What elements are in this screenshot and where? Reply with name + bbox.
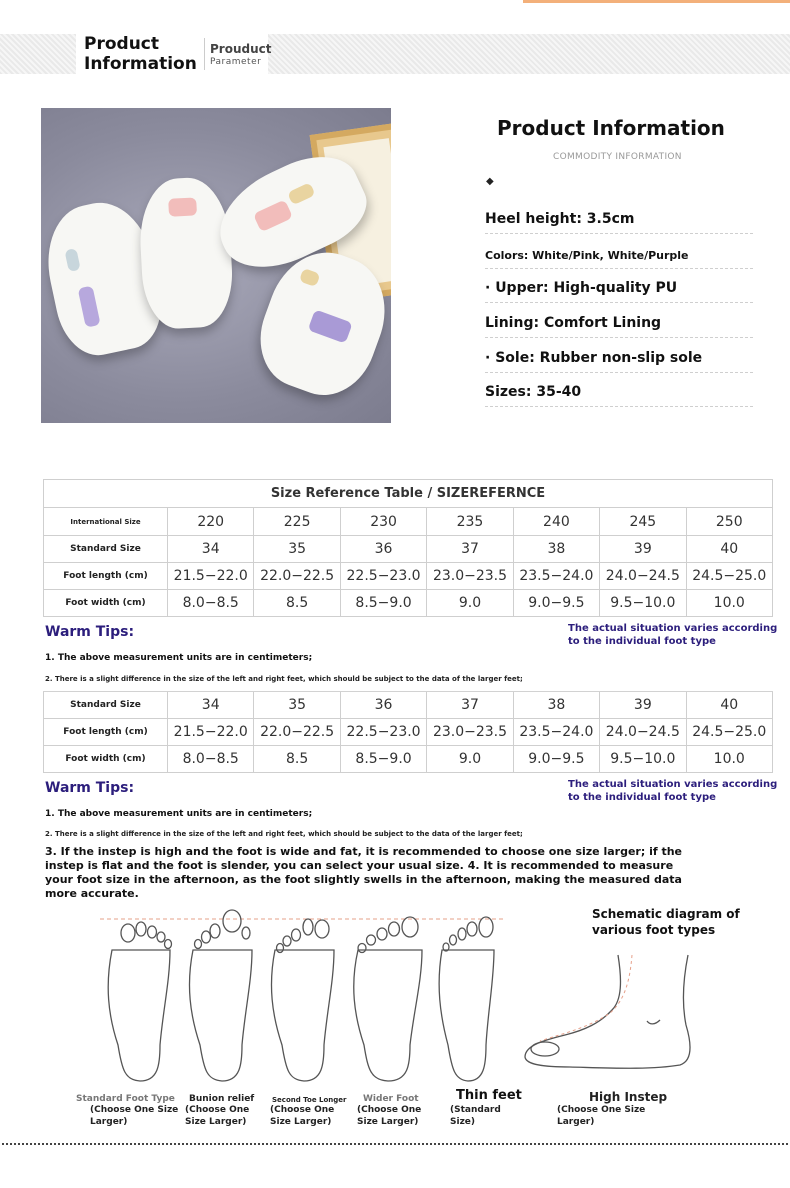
info-subtitle: COMMODITY INFORMATION (553, 152, 682, 162)
table-cell: 225 (254, 508, 340, 536)
foot-diagrams (0, 905, 790, 1095)
table-fade (40, 684, 775, 692)
table-cell: 9.5−10.0 (600, 746, 686, 773)
table-cell: 230 (340, 508, 426, 536)
foot-advice-wider: (Choose One Size Larger) (357, 1105, 422, 1127)
table-cell: 220 (168, 508, 254, 536)
foot-bunion-icon (189, 910, 252, 1081)
table-cell: 22.0−22.5 (254, 719, 340, 746)
foot-high-instep-icon (525, 955, 690, 1068)
table-cell: 39 (600, 536, 686, 563)
row-label: Foot width (cm) (44, 746, 168, 773)
table-cell: 9.0−9.5 (513, 590, 599, 617)
row-label: Foot length (cm) (44, 563, 168, 590)
banner-subtitle: Prouduct (210, 42, 272, 56)
table-cell: 36 (340, 692, 426, 719)
table-row (44, 536, 773, 563)
foot-advice-high-instep: (Choose One Size Larger) (557, 1105, 646, 1127)
banner-divider (204, 38, 205, 70)
table-row (44, 692, 773, 719)
banner-subtitle-small: Parameter (210, 57, 262, 67)
table-cell: 21.5−22.0 (168, 719, 254, 746)
table-cell: 10.0 (686, 746, 772, 773)
info-row-text: Sizes: 35-40 (485, 384, 582, 400)
foot-second-toe-icon (271, 919, 334, 1081)
info-row-text: Heel height: 3.5cm (485, 211, 635, 227)
table-cell: 24.0−24.5 (600, 719, 686, 746)
warm-tips-note-repeat: The actual situation varies according to the individual foot type (568, 779, 778, 803)
size-reference-table-repeat (43, 691, 773, 773)
info-row-sole (485, 338, 753, 373)
table-cell: 23.0−23.5 (427, 719, 513, 746)
table-cell: 35 (254, 692, 340, 719)
table-cell: 8.0−8.5 (168, 746, 254, 773)
sneaker-middle (137, 176, 235, 331)
row-label: International Size (44, 508, 168, 536)
foot-caption-standard: Standard Foot Type (76, 1094, 175, 1104)
info-row-colors (485, 234, 753, 269)
product-photo (41, 108, 391, 423)
foot-caption-high-instep: High Instep (589, 1090, 668, 1104)
row-label: Standard Size (44, 536, 168, 563)
info-row-heel (485, 198, 753, 234)
foot-wider-icon (354, 917, 422, 1081)
table-cell: 9.0 (427, 590, 513, 617)
table-cell: 8.5−9.0 (340, 590, 426, 617)
info-row-text: · Sole: Rubber non-slip sole (485, 350, 703, 366)
tip-1: 1. The above measurement units are in centimeters; (45, 653, 313, 663)
warm-tips-note: The actual situation varies according to the individual foot type (568, 623, 778, 647)
table-cell: 9.5−10.0 (600, 590, 686, 617)
table-cell: 34 (168, 536, 254, 563)
table-cell: 21.5−22.0 (168, 563, 254, 590)
table-cell: 23.5−24.0 (513, 719, 599, 746)
warm-tips-title-repeat: Warm Tips: (45, 780, 135, 796)
table-cell: 8.5−9.0 (340, 746, 426, 773)
table-cell: 8.0−8.5 (168, 590, 254, 617)
size-reference-table (43, 479, 773, 617)
table-cell: 38 (513, 692, 599, 719)
table-cell: 37 (427, 536, 513, 563)
table-cell: 37 (427, 692, 513, 719)
table-row (44, 563, 773, 590)
info-row-lining (485, 303, 753, 338)
tip-2: 2. There is a slight difference in the size of the left and right feet, which should be subject to the data of the larger feet; (45, 675, 523, 683)
table-cell: 245 (600, 508, 686, 536)
warm-tips-title: Warm Tips: (45, 624, 135, 640)
table-cell: 40 (686, 536, 772, 563)
table-cell: 10.0 (686, 590, 772, 617)
table-cell: 8.5 (254, 590, 340, 617)
table-cell: 24.5−25.0 (686, 719, 772, 746)
foot-caption-wider: Wider Foot (363, 1094, 419, 1104)
table-cell: 24.5−25.0 (686, 563, 772, 590)
info-row-text: · Upper: High-quality PU (485, 280, 678, 296)
foot-advice-thin: (Standard Size) (450, 1105, 501, 1127)
table-row (44, 746, 773, 773)
table-cell: 240 (513, 508, 599, 536)
table-row (44, 719, 773, 746)
info-row-sizes (485, 373, 753, 407)
foot-caption-thin: Thin feet (456, 1088, 522, 1103)
foot-advice-second-toe: (Choose One Size Larger) (270, 1105, 335, 1127)
bottom-divider (2, 1143, 788, 1145)
tip-1-repeat: 1. The above measurement units are in centimeters; (45, 809, 313, 819)
info-title: Product Information (497, 116, 725, 140)
section-banner (0, 34, 790, 74)
foot-thin-icon (439, 917, 494, 1081)
table-cell: 8.5 (254, 746, 340, 773)
table-cell: 22.5−23.0 (340, 563, 426, 590)
table-cell: 36 (340, 536, 426, 563)
table-caption: Size Reference Table / SIZEREFERNCE (44, 480, 773, 508)
table-cell: 9.0 (427, 746, 513, 773)
foot-standard-icon (108, 922, 171, 1081)
table-row (44, 590, 773, 617)
banner-label (76, 34, 272, 74)
table-cell: 24.0−24.5 (600, 563, 686, 590)
table-cell: 9.0−9.5 (513, 746, 599, 773)
tip-3: 3. If the instep is high and the foot is wide and fat, it is recommended to choose one size larger; if the instep is flat and the foot is slender, you can select your usual size. 4. It is recommended to measure your foot size in the afternoon, as the foot slightly swells in the afternoon, making the measured data more accurate. (45, 845, 683, 900)
table-cell: 38 (513, 536, 599, 563)
table-cell: 250 (686, 508, 772, 536)
foot-advice-standard: (Choose One Size Larger) (90, 1105, 179, 1127)
tip-2-repeat: 2. There is a slight difference in the size of the left and right feet, which should be subject to the data of the larger feet; (45, 830, 523, 838)
banner-title: Product Information (84, 34, 197, 74)
top-accent-bar (523, 0, 790, 3)
table-cell: 40 (686, 692, 772, 719)
table-cell: 39 (600, 692, 686, 719)
table-cell: 34 (168, 692, 254, 719)
info-row-upper (485, 269, 753, 303)
foot-advice-bunion: (Choose One Size Larger) (185, 1105, 250, 1127)
table-cell: 23.5−24.0 (513, 563, 599, 590)
foot-caption-second-toe: Second Toe Longer (272, 1096, 347, 1104)
table-row (44, 508, 773, 536)
diamond-icon: ◆ (486, 176, 494, 187)
row-label: Foot width (cm) (44, 590, 168, 617)
info-row-text: Colors: White/Pink, White/Purple (485, 249, 689, 262)
table-cell: 35 (254, 536, 340, 563)
table-cell: 22.5−23.0 (340, 719, 426, 746)
row-label: Standard Size (44, 692, 168, 719)
foot-caption-bunion: Bunion relief (189, 1094, 255, 1104)
table-cell: 23.0−23.5 (427, 563, 513, 590)
row-label: Foot length (cm) (44, 719, 168, 746)
table-cell: 235 (427, 508, 513, 536)
table-cell: 22.0−22.5 (254, 563, 340, 590)
info-row-text: Lining: Comfort Lining (485, 315, 662, 331)
schematic-title: Schematic diagram of various foot types (592, 907, 740, 937)
